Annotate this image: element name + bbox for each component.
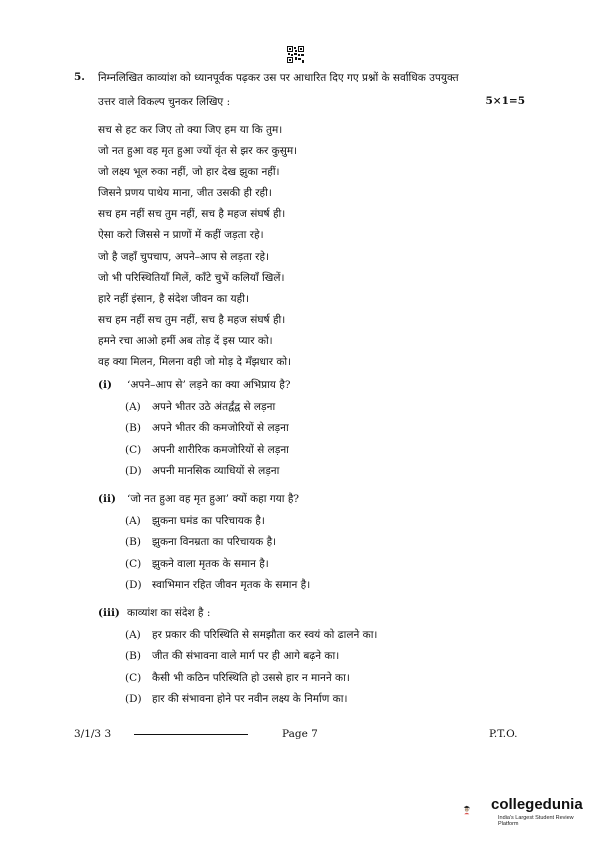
poem-line: जिसने प्रणय पाथेय माना, जीत उसकी ही रही। <box>98 187 272 200</box>
qr-code-icon <box>287 46 304 63</box>
subquestion-text: ‘अपने–आप से’ लड़ने का क्या अभिप्राय है? <box>127 379 291 391</box>
watermark-brand: collegedunia <box>491 796 583 813</box>
poem-line: जो नत हुआ वह मृत हुआ ज्यों वृंत से झर कर कुसुम। <box>98 145 298 158</box>
subquestion-number: (i) <box>98 379 112 391</box>
subquestion-number: (ii) <box>98 493 116 505</box>
subquestion-number: (iii) <box>98 607 120 619</box>
subquestion-2 <box>98 492 299 506</box>
poem-passage <box>98 120 297 373</box>
poem-line: जो है जहाँ चुपचाप, अपने–आप से लड़ता रहे। <box>98 250 270 263</box>
page-number: Page 7 <box>282 728 318 740</box>
option-c[interactable]: (C) झुकने वाला मृतक के समान है। <box>125 557 269 570</box>
option-b[interactable]: (B) झुकना विनम्रता का परिचायक है। <box>125 536 277 549</box>
option-a[interactable]: (A) हर प्रकार की परिस्थिति से समझौता कर स्वयं को ढालने का। <box>125 629 378 641</box>
poem-line: हारे नहीं इंसान, है संदेश जीवन का यही। <box>98 292 249 305</box>
subquestion-2-options <box>125 511 310 596</box>
option-a[interactable]: (A) अपने भीतर उठे अंतर्द्वंद्व से लड़ना <box>125 401 276 413</box>
option-b[interactable]: (B) अपने भीतर की कमजोरियों से लड़ना <box>125 422 289 435</box>
subquestion-1-options <box>125 397 289 482</box>
marks-label: 5×1=5 <box>485 95 525 107</box>
option-c[interactable]: (C) अपनी शारीरिक कमजोरियों से लड़ना <box>125 443 289 456</box>
footer-divider <box>134 734 248 735</box>
option-d[interactable]: (D) स्वाभिमान रहित जीवन मृतक के समान है। <box>125 578 311 591</box>
paper-code: 3/1/3 3 <box>74 728 112 740</box>
poem-line: सच हम नहीं सच तुम नहीं, सच है महज संघर्ष ही। <box>98 313 286 326</box>
subquestion-3 <box>98 606 210 620</box>
subquestion-text: ‘जो नत हुआ वह मृत हुआ’ क्यों कहा गया है? <box>127 493 300 505</box>
pto-label: P.T.O. <box>489 728 518 740</box>
student-mascot-icon <box>463 789 493 831</box>
subquestion-1 <box>98 378 290 392</box>
poem-line: सच से हट कर जिए तो क्या जिए हम या कि तुम। <box>98 124 283 136</box>
poem-line: ऐसा करो जिससे न प्राणों में कहीं जड़ता रहे। <box>98 229 264 242</box>
option-c[interactable]: (C) कैसी भी कठिन परिस्थिति हो उससे हार न मानने का। <box>125 671 350 684</box>
option-b[interactable]: (B) जीत की संभावना वाले मार्ग पर ही आगे बढ़ने का। <box>125 650 340 663</box>
poem-line: वह क्या मिलन, मिलना वही जो मोड़ दे मँझधार को। <box>98 356 292 369</box>
option-a[interactable]: (A) झुकना घमंड का परिचायक है। <box>125 515 265 527</box>
subquestion-text: काव्यांश का संदेश है : <box>127 607 211 619</box>
poem-line: हमने रचा आओ हमीं अब तोड़ दें इस प्यार को। <box>98 334 273 347</box>
option-d[interactable]: (D) हार की संभावना होने पर नवीन लक्ष्य के निर्माण का। <box>125 692 348 705</box>
poem-line: सच हम नहीं सच तुम नहीं, सच है महज संघर्ष ही। <box>98 208 286 221</box>
question-number: 5. <box>74 71 85 83</box>
poem-line: जो लक्ष्य भूल रुका नहीं, जो हार देख झुका नहीं। <box>98 166 280 179</box>
watermark-tagline: India's Largest Student Review Platform <box>498 815 574 827</box>
option-d[interactable]: (D) अपनी मानसिक व्याधियों से लड़ना <box>125 464 280 477</box>
question-instruction-line-1: निम्नलिखित काव्यांश को ध्यानपूर्वक पढ़कर उस पर आधारित दिए गए प्रश्नों के सर्वाधिक उपयुक्त <box>98 72 459 84</box>
poem-line: जो भी परिस्थितियाँ मिलें, काँटे चुभें कलियाँ खिलें। <box>98 271 285 284</box>
subquestion-3-options <box>125 625 377 710</box>
question-instruction-line-2: उत्तर वाले विकल्प चुनकर लिखिए : <box>98 96 231 108</box>
